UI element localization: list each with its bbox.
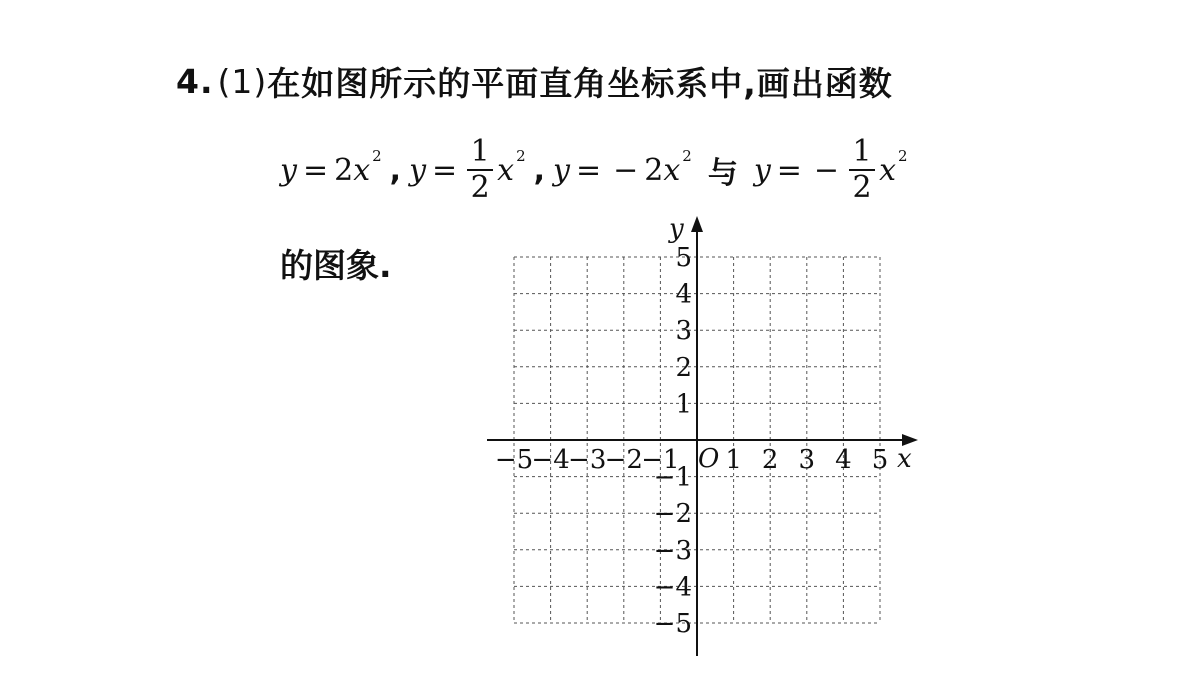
function-2-var: x — [497, 152, 515, 188]
function-4-frac-den: 2 — [852, 170, 872, 205]
function-3-eq: = — [575, 152, 602, 188]
x-tick-label: −4 — [531, 445, 570, 475]
function-3-coef: 2 — [644, 152, 664, 188]
function-1-eq: = — [302, 152, 329, 188]
y-tick-label: −5 — [653, 609, 692, 639]
x-tick-label: −5 — [494, 445, 534, 475]
x-tick-label: 4 — [835, 445, 852, 475]
function-3-var: x — [663, 152, 681, 188]
function-1-exp: 2 — [372, 147, 382, 165]
y-tick-label: 4 — [675, 279, 692, 310]
function-4-sign: − — [813, 152, 840, 188]
function-4-eq: = — [776, 152, 802, 188]
y-tick-label: −1 — [653, 462, 692, 493]
problem-line-3: 的图象. — [280, 245, 392, 285]
function-2-eq: = — [432, 152, 458, 188]
axes — [487, 216, 918, 656]
function-1-coef: 2 — [334, 152, 354, 188]
problem-number: 4. — [176, 61, 214, 101]
y-axis-label: y — [669, 214, 684, 244]
function-3-lhs: y — [553, 152, 570, 188]
y-tick-label: −3 — [653, 535, 692, 566]
function-3-exp: 2 — [682, 147, 692, 165]
x-axis-label: x — [897, 444, 912, 474]
function-1-lhs: y — [280, 152, 297, 188]
function-2-frac-den: 2 — [470, 170, 490, 205]
x-tick-label: 2 — [761, 445, 779, 475]
separator-1: , — [389, 152, 402, 188]
x-tick-label: −1 — [641, 445, 680, 475]
function-4-frac-num: 1 — [852, 134, 872, 169]
separator-2: , — [533, 152, 546, 188]
function-2-exp: 2 — [516, 147, 526, 165]
function-4-var: x — [879, 152, 896, 188]
function-4-lhs: y — [753, 152, 771, 188]
origin-label: O — [698, 444, 720, 474]
x-tick-label: 1 — [725, 445, 742, 475]
problem-text-line1: 在如图所示的平面直角坐标系中,画出函数 — [267, 63, 893, 103]
function-4-exp: 2 — [897, 147, 908, 165]
x-tick-label: −2 — [604, 445, 643, 475]
x-tick-label: 5 — [871, 445, 889, 475]
y-axis-arrow — [691, 216, 703, 232]
y-tick-label: −2 — [653, 499, 692, 530]
function-1-var: x — [353, 152, 371, 188]
y-tick-label: 3 — [675, 316, 692, 347]
x-tick-label: 3 — [798, 445, 816, 475]
y-tick-label: 5 — [675, 243, 692, 273]
function-3-sign: − — [613, 152, 639, 188]
y-tick-label: 1 — [675, 389, 692, 420]
y-tick-label: −4 — [653, 572, 692, 603]
conjunction: 与 — [707, 156, 738, 191]
problem-part: (1) — [217, 61, 268, 101]
function-2-frac-num: 1 — [470, 134, 490, 169]
x-tick-label: −3 — [568, 445, 607, 475]
y-tick-label: 2 — [675, 352, 692, 383]
function-2-lhs: y — [409, 152, 427, 188]
